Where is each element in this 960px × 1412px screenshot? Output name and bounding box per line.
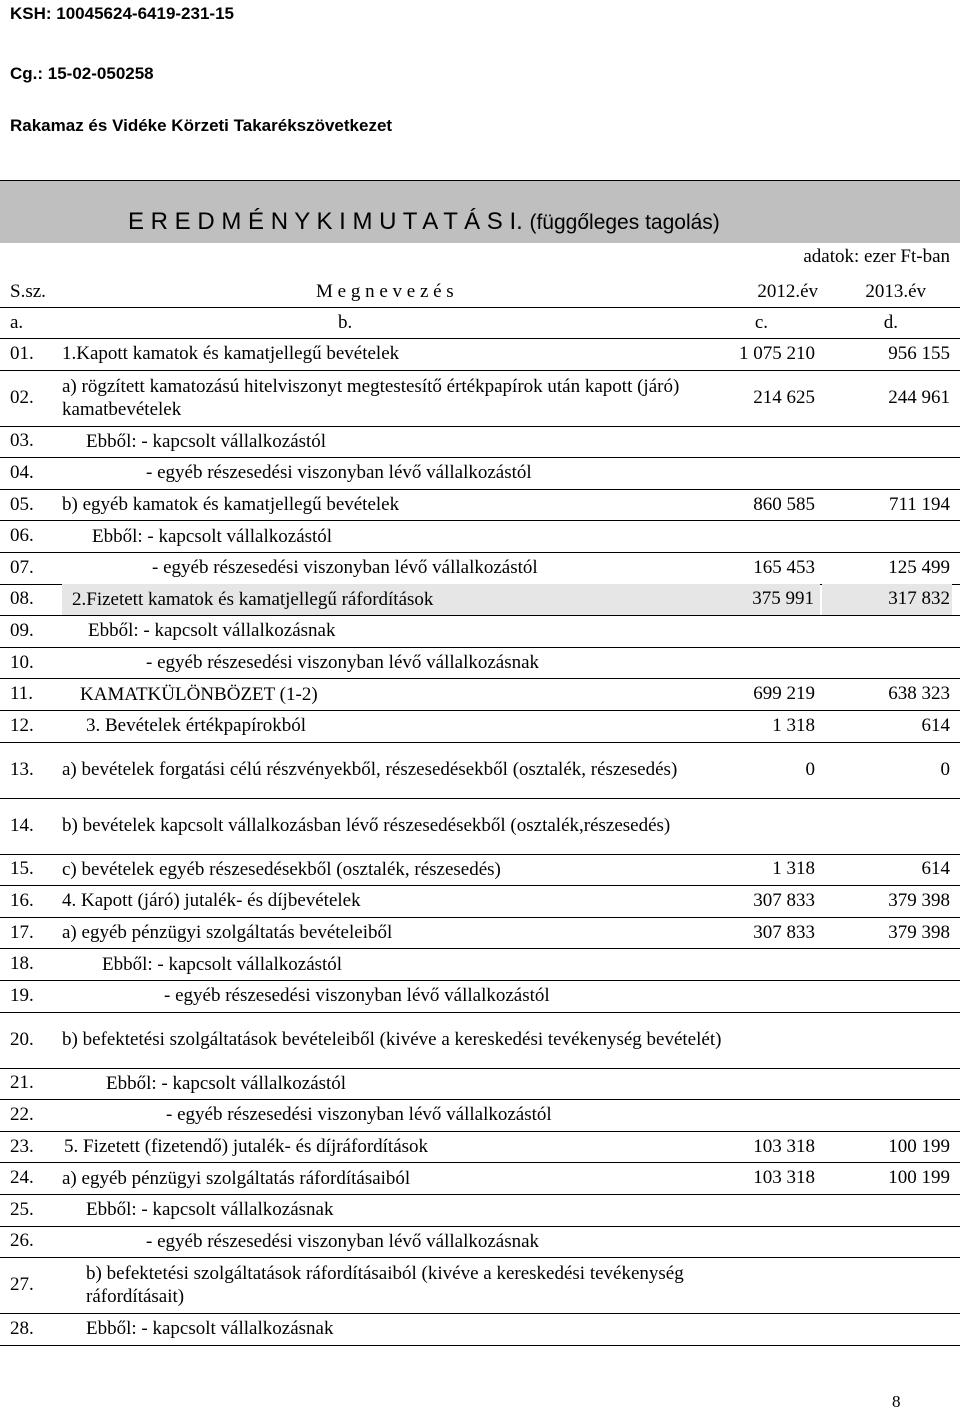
- table-row: [0, 1162, 960, 1195]
- row-number: 23.: [10, 1135, 34, 1157]
- row-number: 08.: [10, 588, 34, 610]
- row-label: - egyéb részesedési viszonyban lévő vállalkozástól: [152, 557, 538, 579]
- table-row: [0, 1313, 960, 1346]
- table-row: [0, 798, 960, 855]
- row-label: - egyéb részesedési viszonyban lévő vállalkozásnak: [146, 652, 540, 674]
- value-2012: 1 318: [772, 858, 815, 880]
- row-number: 01.: [10, 342, 34, 364]
- table-row: [0, 948, 960, 981]
- unit-note: adatok: ezer Ft-ban: [803, 246, 950, 267]
- row-label: 3. Bevételek értékpapírokból: [86, 715, 307, 737]
- report-title-main: E R E D M É N Y K I M U T A T Á S I.: [128, 208, 523, 235]
- row-number: 21.: [10, 1072, 34, 1094]
- table-header-row: [0, 276, 960, 308]
- row-label: - egyéb részesedési viszonyban lévő vállalkozásnak: [146, 1230, 540, 1252]
- table-row: [0, 742, 960, 799]
- table-row: [0, 584, 960, 617]
- row-label: b) bevételek kapcsolt vállalkozásban lévő részesedésekből (osztalék,részesedés): [62, 815, 671, 837]
- row-number: 09.: [10, 619, 34, 641]
- report-title-sub: (függőleges tagolás): [529, 211, 720, 234]
- row-label: - egyéb részesedési viszonyban lévő vállalkozástól: [146, 462, 532, 484]
- value-2012: 307 833: [753, 889, 815, 911]
- row-number: 10.: [10, 651, 34, 673]
- row-label: b) egyéb kamatok és kamatjellegű bevételek: [62, 494, 400, 516]
- table-row: [0, 615, 960, 648]
- row-number: 17.: [10, 921, 34, 943]
- row-label: Ebből: - kapcsolt vállalkozásnak: [86, 1199, 334, 1221]
- page-number: 8: [892, 1392, 901, 1411]
- row-number: 07.: [10, 556, 34, 578]
- value-2013: 614: [921, 858, 950, 880]
- value-2013: 379 398: [888, 889, 950, 911]
- column-letter-d: d.: [883, 311, 898, 333]
- value-2012: 1 318: [772, 714, 815, 736]
- row-number: 15.: [10, 858, 34, 880]
- row-number: 22.: [10, 1103, 34, 1125]
- table-row: [0, 1099, 960, 1132]
- row-number: 26.: [10, 1230, 34, 1252]
- value-2012: 307 833: [753, 921, 815, 943]
- ksh-number: KSH: 10045624-6419-231-15: [10, 4, 234, 23]
- table-row: [0, 917, 960, 950]
- row-label: b) befektetési szolgáltatások bevételeiből (kivéve a kereskedési tevékenység bevételét): [62, 1029, 722, 1051]
- row-number: 05.: [10, 493, 34, 515]
- row-number: 20.: [10, 1028, 34, 1050]
- row-label: c) bevételek egyéb részesedésekből (osztalék, részesedés): [62, 858, 501, 880]
- row-label: a) egyéb pénzügyi szolgáltatás ráfordításaiból: [62, 1167, 411, 1189]
- row-number: 16.: [10, 889, 34, 911]
- row-number: 28.: [10, 1317, 34, 1339]
- row-label: Ebből: - kapcsolt vállalkozástól: [86, 430, 327, 452]
- row-label: b) befektetési szolgáltatások ráfordításaiból (kivéve a kereskedési tevékenység ráfordításait): [86, 1263, 684, 1308]
- value-2013: 244 961: [888, 386, 950, 408]
- table-row: [0, 710, 960, 743]
- table-row: [0, 489, 960, 522]
- table-row: [0, 1068, 960, 1101]
- row-label: Ebből: - kapcsolt vállalkozásnak: [86, 1318, 334, 1340]
- row-number: 12.: [10, 714, 34, 736]
- column-header-ssz: S.sz.: [10, 280, 46, 302]
- value-2013: 638 323: [888, 683, 950, 705]
- value-2012: 165 453: [753, 556, 815, 578]
- table-row: [0, 1131, 960, 1164]
- table-row: [0, 370, 960, 427]
- row-label: Ebből: - kapcsolt vállalkozástól: [106, 1072, 347, 1094]
- organization-name: Rakamaz és Vidéke Körzeti Takarékszövetkezet: [10, 116, 393, 135]
- column-letter-c: c.: [754, 311, 768, 333]
- row-label: 4. Kapott (járó) jutalék- és díjbevételek: [62, 890, 361, 912]
- table-row: [0, 520, 960, 553]
- row-label: Ebből: - kapcsolt vállalkozásnak: [88, 620, 336, 642]
- value-2012: 103 318: [753, 1167, 815, 1189]
- row-number: 19.: [10, 984, 34, 1006]
- column-letter-row: [0, 307, 960, 339]
- row-label: a) rögzített kamatozású hitelviszonyt megtestesítő értékpapírok után kapott (járó) kamatbevételek: [62, 375, 680, 420]
- table-row: [0, 885, 960, 918]
- row-label: a) bevételek forgatási célú részvényekből, részesedésekből (osztalék, részesedés): [62, 759, 678, 781]
- table-row: [0, 647, 960, 680]
- value-2013: 614: [921, 714, 950, 736]
- row-number: 03.: [10, 430, 34, 452]
- row-number: 14.: [10, 814, 34, 836]
- value-2013: 125 499: [888, 556, 950, 578]
- table-row: [0, 552, 960, 585]
- column-header-2012: 2012.év: [757, 280, 818, 302]
- row-number: 04.: [10, 461, 34, 483]
- table-row: [0, 1226, 960, 1259]
- company-registration-number: Cg.: 15-02-050258: [10, 64, 154, 83]
- row-label: - egyéb részesedési viszonyban lévő vállalkozástól: [166, 1104, 552, 1126]
- table-row: [0, 426, 960, 459]
- value-2013: 0: [940, 758, 950, 780]
- value-2013: 100 199: [888, 1135, 950, 1157]
- value-2012: 375 991: [722, 584, 820, 616]
- value-2013: 956 155: [888, 342, 950, 364]
- table-row: [0, 338, 960, 371]
- row-number: 18.: [10, 953, 34, 975]
- value-2012: 214 625: [753, 386, 815, 408]
- value-2013: 317 832: [822, 584, 952, 616]
- table-row: [0, 854, 960, 887]
- table-row: [0, 457, 960, 490]
- row-label: Ebből: - kapcsolt vállalkozástól: [92, 525, 333, 547]
- value-2012: 860 585: [753, 493, 815, 515]
- value-2012: 699 219: [753, 683, 815, 705]
- table-row: [0, 678, 960, 711]
- row-number: 11.: [10, 683, 34, 705]
- column-header-2013: 2013.év: [865, 280, 926, 302]
- row-label: 2.Fizetett kamatok és kamatjellegű ráfordítások: [62, 584, 725, 616]
- row-label: KAMATKÜLÖNBÖZET (1-2): [80, 683, 318, 705]
- column-letter-a: a.: [10, 311, 24, 333]
- row-number: 13.: [10, 758, 34, 780]
- column-header-name: M e g n e v e z é s: [316, 281, 454, 302]
- row-number: 25.: [10, 1198, 34, 1220]
- row-number: 27.: [10, 1274, 34, 1296]
- value-2013: 100 199: [888, 1167, 950, 1189]
- report-title: [128, 208, 720, 236]
- value-2012: 1 075 210: [739, 342, 815, 364]
- row-number: 02.: [10, 386, 34, 408]
- value-2013: 711 194: [888, 493, 950, 515]
- row-label: 5. Fizetett (fizetendő) jutalék- és díjráfordítások: [64, 1136, 429, 1158]
- table-row: [0, 1012, 960, 1069]
- row-label: - egyéb részesedési viszonyban lévő vállalkozástól: [164, 985, 550, 1007]
- value-2012: 0: [805, 758, 815, 780]
- column-letter-b: b.: [338, 312, 353, 333]
- table-row: [0, 1194, 960, 1227]
- row-label: a) egyéb pénzügyi szolgáltatás bevételeiből: [62, 922, 393, 944]
- table-row: [0, 980, 960, 1013]
- table-row: [0, 1257, 960, 1314]
- row-number: 06.: [10, 525, 34, 547]
- row-number: 24.: [10, 1167, 34, 1189]
- row-label: Ebből: - kapcsolt vállalkozástól: [102, 953, 343, 975]
- value-2013: 379 398: [888, 921, 950, 943]
- value-2012: 103 318: [753, 1135, 815, 1157]
- row-label: 1.Kapott kamatok és kamatjellegű bevételek: [62, 343, 400, 365]
